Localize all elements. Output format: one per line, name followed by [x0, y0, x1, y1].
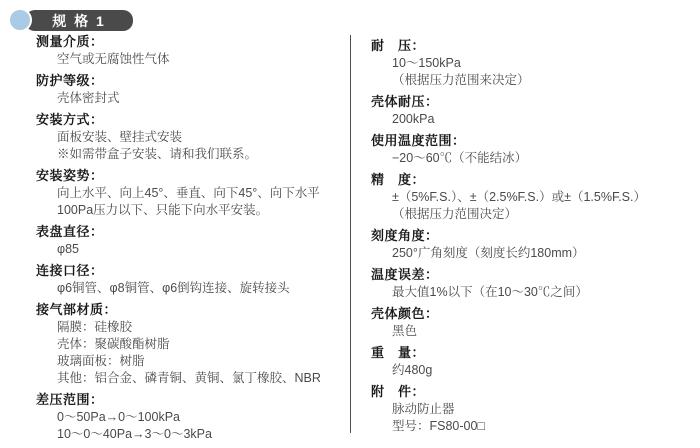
spec-value: 型号：FS80-00□ — [392, 419, 485, 433]
spec-group — [36, 261, 342, 297]
spec-label: 连接口径： — [36, 263, 104, 278]
spec-group — [36, 222, 342, 258]
spec-value: 200kPa — [392, 112, 435, 126]
spec-value: 最大值1%以下（在10～30℃之间） — [392, 285, 588, 299]
column-divider — [350, 35, 351, 433]
spec-group — [371, 343, 693, 379]
spec-group — [371, 92, 693, 128]
spec-value: −20～60℃（不能结冰） — [392, 151, 528, 165]
spec-value: 0～50Pa→0～100kPa — [57, 410, 180, 424]
spec-group — [36, 390, 342, 443]
spec-value: 10～150kPa — [392, 56, 461, 70]
spec-label: 接气部材质： — [36, 302, 118, 317]
spec-group — [371, 382, 693, 435]
spec-group — [371, 265, 693, 301]
section-title-bar — [25, 10, 133, 31]
spec-label: 附 件： — [371, 384, 426, 399]
spec-group — [36, 110, 342, 163]
spec-value: 面板安装、壁挂式安装 — [57, 130, 183, 144]
spec-value: 玻璃面板：树脂 — [57, 354, 145, 368]
spec-value: 壳体密封式 — [57, 91, 120, 105]
spec-label: 安装姿势： — [36, 168, 104, 183]
spec-column-right — [371, 36, 693, 438]
spec-value: 10～0～40Pa→3～0～3kPa — [57, 427, 212, 441]
spec-group — [371, 170, 693, 223]
spec-label: 壳体颜色： — [371, 306, 439, 321]
spec-value: 脉动防止器 — [392, 402, 455, 416]
spec-label: 温度误差： — [371, 267, 439, 282]
spec-label: 精 度： — [371, 172, 426, 187]
spec-value: 100Pa压力以下、只能下向水平安装。 — [57, 203, 269, 217]
spec-label: 测量介质： — [36, 34, 104, 49]
spec-group — [36, 166, 342, 219]
spec-label: 防护等级： — [36, 73, 104, 88]
spec-group — [36, 32, 342, 68]
spec-value: 向上水平、向上45°、垂直、向下45°、向下水平 — [57, 186, 320, 200]
spec-group — [371, 304, 693, 340]
section-title: 规 格 1 — [52, 12, 106, 29]
spec-label: 刻度角度： — [371, 228, 439, 243]
spec-value: 250°广角刻度（刻度长约180mm） — [392, 246, 585, 260]
spec-label: 耐 压： — [371, 38, 426, 53]
spec-value: 约480g — [392, 363, 433, 377]
bullet-circle-icon — [8, 8, 32, 32]
spec-label: 安装方式： — [36, 112, 104, 127]
spec-group — [371, 131, 693, 167]
spec-group — [371, 226, 693, 262]
spec-label: 壳体耐压： — [371, 94, 439, 109]
spec-group — [36, 300, 342, 387]
spec-label: 重 量： — [371, 345, 426, 360]
spec-label: 使用温度范围： — [371, 133, 466, 148]
spec-value: 壳体：聚碳酸酯树脂 — [57, 337, 170, 351]
spec-value: φ6铜管、φ8铜管、φ6倒钩连接、旋转接头 — [57, 281, 290, 295]
spec-value: φ85 — [57, 242, 80, 256]
spec-value: ±（5%F.S.）、±（2.5%F.S.）或±（1.5%F.S.） — [392, 190, 646, 204]
spec-column-left — [36, 32, 342, 446]
spec-value: 其他：铝合金、磷青铜、黄铜、氯丁橡胶、NBR — [57, 371, 321, 385]
spec-value: （根据压力范围决定） — [392, 207, 518, 221]
spec-label: 表盘直径： — [36, 224, 104, 239]
spec-label: 差压范围： — [36, 392, 104, 407]
spec-value: 隔膜：硅橡胶 — [57, 320, 133, 334]
spec-value: ※如需带盒子安装、请和我们联系。 — [57, 147, 258, 161]
spec-value: （根据压力范围来决定） — [392, 73, 530, 87]
spec-value: 空气或无腐蚀性气体 — [57, 52, 170, 66]
spec-group — [371, 36, 693, 89]
spec-value: 黑色 — [392, 324, 418, 338]
spec-group — [36, 71, 342, 107]
